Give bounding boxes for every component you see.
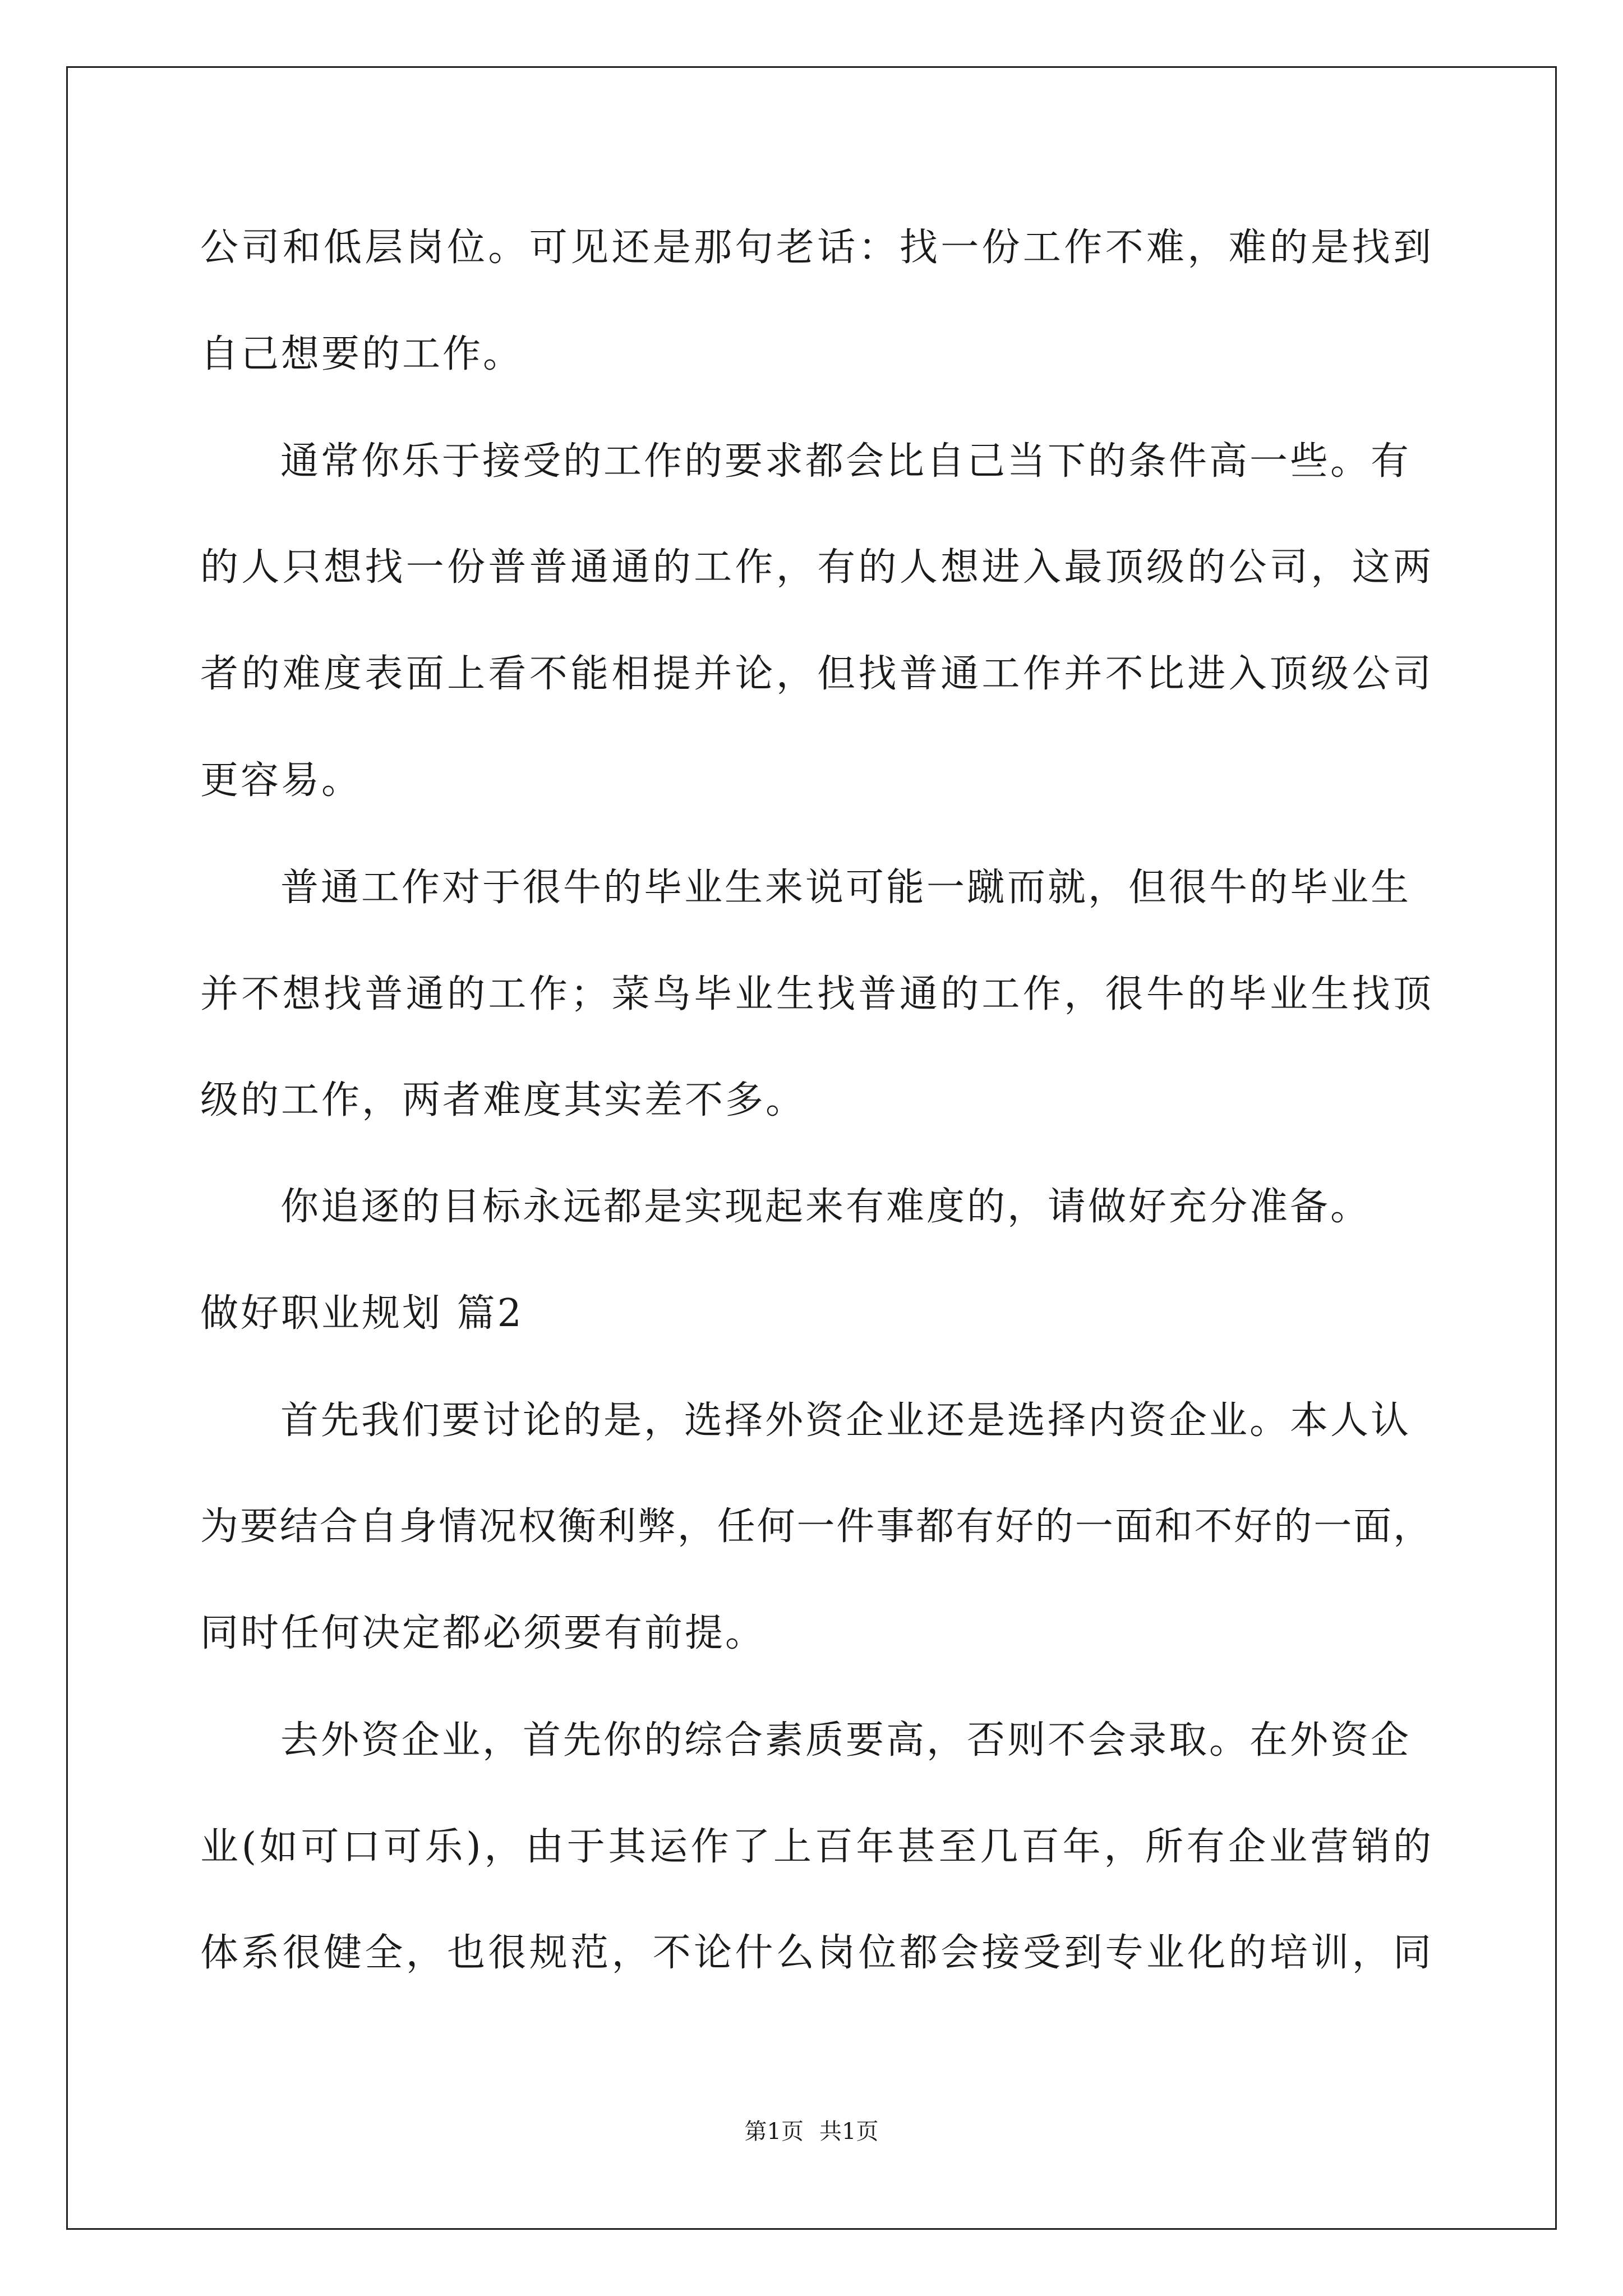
paragraph-line: 者的难度表面上看不能相提并论，但找普通工作并不比进入顶级公司: [200, 652, 1431, 696]
paragraph-line: 并不想找普通的工作；菜鸟毕业生找普通的工作，很牛的毕业生找顶: [200, 972, 1431, 1016]
paragraph-line: 去外资企业，首先你的综合素质要高，否则不会录取。在外资企: [280, 1718, 1412, 1763]
paragraph-line: 通常你乐于接受的工作的要求都会比自己当下的条件高一些。有: [280, 439, 1412, 484]
section-heading: 做好职业规划 篇2: [200, 1291, 524, 1336]
paragraph-line: 为要结合自身情况权衡利弊，任何一件事都有好的一面和不好的一面，: [200, 1504, 1431, 1549]
page-total: 共1页: [819, 2119, 879, 2145]
paragraph-line: 业(如可口可乐)，由于其运作了上百年甚至几百年，所有企业营销的: [200, 1825, 1431, 1869]
page-border: [66, 66, 1557, 2230]
paragraph-line: 体系很健全，也很规范，不论什么岗位都会接受到专业化的培训，同: [200, 1931, 1431, 1975]
paragraph-line: 自己想要的工作。: [200, 332, 524, 376]
page-number: 第1页: [744, 2119, 804, 2145]
paragraph-line: 的人只想找一份普普通通的工作，有的人想进入最顶级的公司，这两: [200, 545, 1431, 590]
paragraph-line: 公司和低层岗位。可见还是那句老话：找一份工作不难，难的是找到: [200, 226, 1431, 270]
paragraph-line: 更容易。: [200, 758, 362, 803]
paragraph-line: 同时任何决定都必须要有前提。: [200, 1611, 766, 1655]
paragraph-line: 首先我们要讨论的是，选择外资企业还是选择内资企业。本人认: [280, 1398, 1412, 1443]
page-footer: [0, 2118, 1623, 2146]
paragraph-line: 普通工作对于很牛的毕业生来说可能一蹴而就，但很牛的毕业生: [280, 866, 1412, 910]
paragraph-line: 级的工作，两者难度其实差不多。: [200, 1078, 806, 1122]
paragraph-line: 你追逐的目标永远都是实现起来有难度的，请做好充分准备。: [280, 1185, 1371, 1229]
